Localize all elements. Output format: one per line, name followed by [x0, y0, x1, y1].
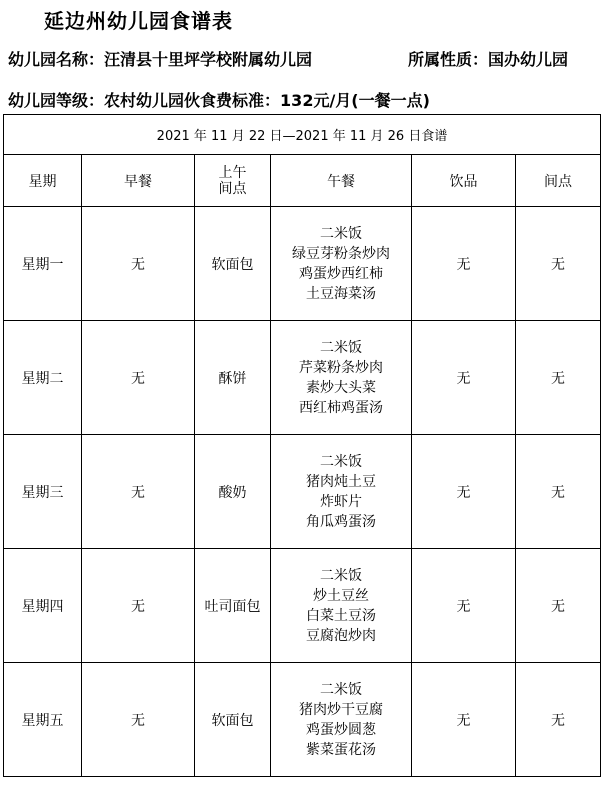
- day-cell: 星期四: [4, 549, 82, 663]
- header-breakfast: 早餐: [82, 155, 195, 207]
- header-snack: 间点: [516, 155, 601, 207]
- lunch-dish: 炸虾片: [320, 493, 362, 510]
- am-snack-cell: 吐司面包: [195, 549, 271, 663]
- lunch-dish: 二米饭: [320, 225, 362, 242]
- table-row: [4, 321, 601, 435]
- lunch-dish: 鸡蛋炒西红柿: [299, 265, 383, 282]
- breakfast-cell: 无: [82, 435, 195, 549]
- lunch-dish: 白菜土豆汤: [306, 607, 376, 624]
- table-row: [4, 435, 601, 549]
- header-am-snack-line1: 上午: [218, 164, 247, 181]
- day-cell: 星期一: [4, 207, 82, 321]
- lunch-dish: 猪肉炒干豆腐: [299, 701, 383, 718]
- lunch-dish: 鸡蛋炒圆葱: [306, 721, 376, 738]
- snack-cell: 无: [516, 207, 601, 321]
- lunch-dish: 绿豆芽粉条炒肉: [292, 245, 390, 262]
- lunch-cell: [271, 663, 412, 777]
- header-lunch: 午餐: [271, 155, 412, 207]
- header-row: [4, 155, 601, 207]
- kindergarten-name-label: 幼儿园名称：: [8, 50, 105, 69]
- lunch-dish: 角瓜鸡蛋汤: [306, 513, 376, 530]
- kindergarten-name: 汪清县十里坪学校附属幼儿园: [104, 50, 313, 69]
- lunch-cell: [271, 207, 412, 321]
- day-cell: 星期五: [4, 663, 82, 777]
- table-row: [4, 549, 601, 663]
- lunch-dish: 豆腐泡炒肉: [306, 627, 376, 644]
- am-snack-cell: 酥饼: [195, 321, 271, 435]
- am-snack-cell: 软面包: [195, 663, 271, 777]
- drink-cell: 无: [412, 663, 516, 777]
- table-row: [4, 663, 601, 777]
- day-cell: 星期二: [4, 321, 82, 435]
- kindergarten-nature-label: 所属性质：: [408, 50, 489, 69]
- day-cell: 星期三: [4, 435, 82, 549]
- snack-cell: 无: [516, 549, 601, 663]
- meal-standard-label: 伙食费标准：: [184, 91, 281, 110]
- header-day: 星期: [4, 155, 82, 207]
- lunch-dish: 紫菜蛋花汤: [306, 741, 376, 758]
- kindergarten-name-line: [8, 47, 569, 70]
- meal-standard: 132元/月(一餐一点): [280, 91, 430, 110]
- lunch-cell: [271, 321, 412, 435]
- lunch-dish: 芹菜粉条炒肉: [299, 359, 383, 376]
- lunch-cell: [271, 435, 412, 549]
- lunch-cell: [271, 549, 412, 663]
- page-title: 延边州幼儿园食谱表: [44, 9, 233, 33]
- lunch-dish: 二米饭: [320, 339, 362, 356]
- breakfast-cell: 无: [82, 321, 195, 435]
- breakfast-cell: 无: [82, 549, 195, 663]
- lunch-dish: 二米饭: [320, 681, 362, 698]
- kindergarten-level-line: [8, 88, 430, 111]
- am-snack-cell: 酸奶: [195, 435, 271, 549]
- week-caption: 2021 年 11 月 22 日—2021 年 11 月 26 日食谱: [4, 115, 601, 155]
- kindergarten-level-label: 幼儿园等级：: [8, 91, 105, 110]
- lunch-dish: 素炒大头菜: [306, 379, 376, 396]
- header-am-snack-line2: 间点: [218, 180, 247, 197]
- table-row: [4, 207, 601, 321]
- kindergarten-nature-field: [408, 47, 568, 70]
- lunch-dish: 二米饭: [320, 567, 362, 584]
- drink-cell: 无: [412, 435, 516, 549]
- am-snack-cell: 软面包: [195, 207, 271, 321]
- header-drink: 饮品: [412, 155, 516, 207]
- snack-cell: 无: [516, 435, 601, 549]
- breakfast-cell: 无: [82, 663, 195, 777]
- lunch-dish: 炒土豆丝: [313, 587, 369, 604]
- kindergarten-nature: 国办幼儿园: [488, 50, 569, 69]
- header-am-snack: [195, 155, 271, 207]
- lunch-dish: 西红柿鸡蛋汤: [299, 399, 383, 416]
- drink-cell: 无: [412, 207, 516, 321]
- breakfast-cell: 无: [82, 207, 195, 321]
- lunch-dish: 猪肉炖土豆: [306, 473, 376, 490]
- drink-cell: 无: [412, 321, 516, 435]
- drink-cell: 无: [412, 549, 516, 663]
- kindergarten-level: 农村幼儿园: [104, 91, 185, 110]
- lunch-dish: 土豆海菜汤: [306, 285, 376, 302]
- snack-cell: 无: [516, 321, 601, 435]
- lunch-dish: 二米饭: [320, 453, 362, 470]
- snack-cell: 无: [516, 663, 601, 777]
- menu-table: [3, 114, 601, 777]
- week-caption-row: [4, 115, 601, 155]
